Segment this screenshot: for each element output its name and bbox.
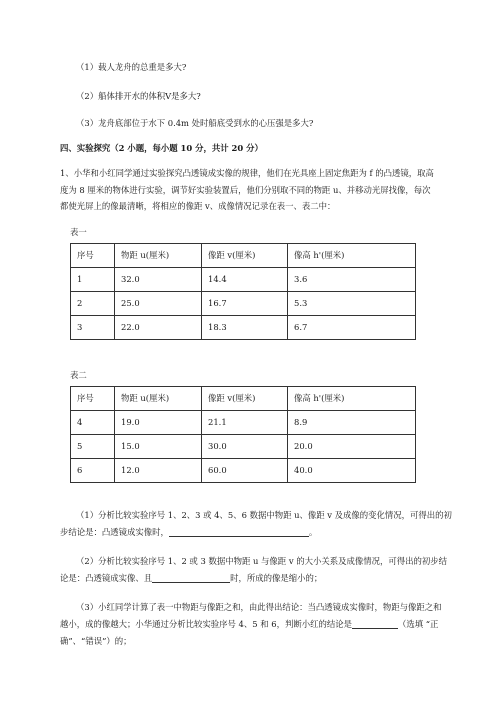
table2-caption: 表二 — [70, 370, 87, 380]
table-row — [71, 292, 416, 316]
table-cell: 5.3 — [288, 292, 416, 316]
table-cell: 19.0 — [115, 411, 202, 435]
subq2-line2 — [60, 573, 322, 584]
intro-line-3: 都使光屏上的像最清晰，将相应的像距 v、成像情况记录在表一、表二中： — [60, 201, 336, 211]
header-cell: 序号 — [71, 244, 115, 268]
header-cell: 像高 h'(厘米) — [288, 244, 416, 268]
header-cell: 像距 v(厘米) — [202, 244, 288, 268]
table-cell: 18.3 — [202, 316, 288, 340]
table1-caption: 表一 — [70, 227, 87, 237]
intro-line-2: 度为 8 厘米的物体进行实验，调节好实验装置后，他们分别取不同的物距 u、并移动光屏找像，每次 — [60, 185, 431, 195]
table-cell: 30.0 — [202, 435, 288, 459]
table-2 — [70, 386, 416, 483]
answer-blank-3[interactable] — [352, 619, 398, 629]
table-cell: 32.0 — [115, 268, 202, 292]
header-cell: 像距 v(厘米) — [202, 387, 288, 411]
table-row — [71, 435, 416, 459]
table-cell: 8.9 — [288, 411, 416, 435]
question-3: （3）龙舟底部位于水下 0.4m 处时船底受到水的心压强是多大? — [76, 118, 314, 128]
table-1 — [70, 243, 416, 340]
table-cell: 14.4 — [202, 268, 288, 292]
subq1-line1: （1）分析比较实验序号 1、2、3 或 4、5、6 数据中物距 u、像距 v 及成像的变化情况，可得出的初 — [76, 510, 452, 520]
subq2-line1: （2）分析比较实验序号 1、2 或 3 数据中物距 u 与像距 v 的大小关系及成像情况，可得出的初步结 — [76, 556, 447, 566]
table-cell: 5 — [71, 435, 115, 459]
subq1-prefix: 步结论是：凸透镜成实像时， — [60, 527, 169, 537]
table-cell: 60.0 — [202, 459, 288, 483]
subq3-suffix: （选填 “正 — [397, 619, 439, 629]
table-cell: 25.0 — [115, 292, 202, 316]
answer-blank-1[interactable] — [169, 527, 309, 537]
table-cell: 12.0 — [115, 459, 202, 483]
question-2: （2）船体排开水的体积V是多大? — [76, 91, 201, 101]
question-1: （1）载人龙舟的总重是多大? — [76, 62, 187, 72]
table-cell: 21.1 — [202, 411, 288, 435]
table-row — [71, 268, 416, 292]
table-cell: 3.6 — [288, 268, 416, 292]
table-cell: 1 — [71, 268, 115, 292]
header-cell: 像高 h'(厘米) — [288, 387, 416, 411]
table-cell: 2 — [71, 292, 115, 316]
subq3-line2 — [60, 619, 438, 630]
table-row — [71, 316, 416, 340]
table-cell: 16.7 — [202, 292, 288, 316]
table-header-row — [71, 387, 416, 411]
subq3-prefix: 越小，成的像越大；小华通过分析比较实验序号 4、5 和 6，判断小红的结论是 — [60, 619, 352, 629]
table-cell: 15.0 — [115, 435, 202, 459]
section-title: 四、实验探究（2 小题，每小题 10 分，共计 20 分） — [60, 143, 263, 153]
table-row — [71, 459, 416, 483]
subq3-line1: （3）小红同学计算了表一中物距与像距之和，由此得出结论：当凸透镜成实像时，物距与像距之和 — [76, 602, 442, 612]
header-cell: 物距 u(厘米) — [115, 387, 202, 411]
table-cell: 40.0 — [288, 459, 416, 483]
subq3-line3: 确”、“错误”）的； — [60, 636, 132, 646]
table-header-row — [71, 244, 416, 268]
table-cell: 3 — [71, 316, 115, 340]
subq2-prefix: 论是：凸透镜成实像、且 — [60, 573, 153, 583]
answer-blank-2[interactable] — [152, 573, 230, 583]
header-cell: 序号 — [71, 387, 115, 411]
table-cell: 4 — [71, 411, 115, 435]
table-cell: 20.0 — [288, 435, 416, 459]
table-row — [71, 411, 416, 435]
table-cell: 6 — [71, 459, 115, 483]
table-cell: 6.7 — [288, 316, 416, 340]
subq1-line2 — [60, 527, 317, 538]
intro-line-1: 1、小华和小红同学通过实验探究凸透镜成实像的规律，他们在光具座上固定焦距为 f 的凸透镜，取高 — [60, 168, 434, 178]
subq1-suffix: 。 — [308, 527, 318, 537]
table-cell: 22.0 — [115, 316, 202, 340]
subq2-suffix: 时，所成的像是缩小的； — [230, 573, 323, 583]
header-cell: 物距 u(厘米) — [115, 244, 202, 268]
